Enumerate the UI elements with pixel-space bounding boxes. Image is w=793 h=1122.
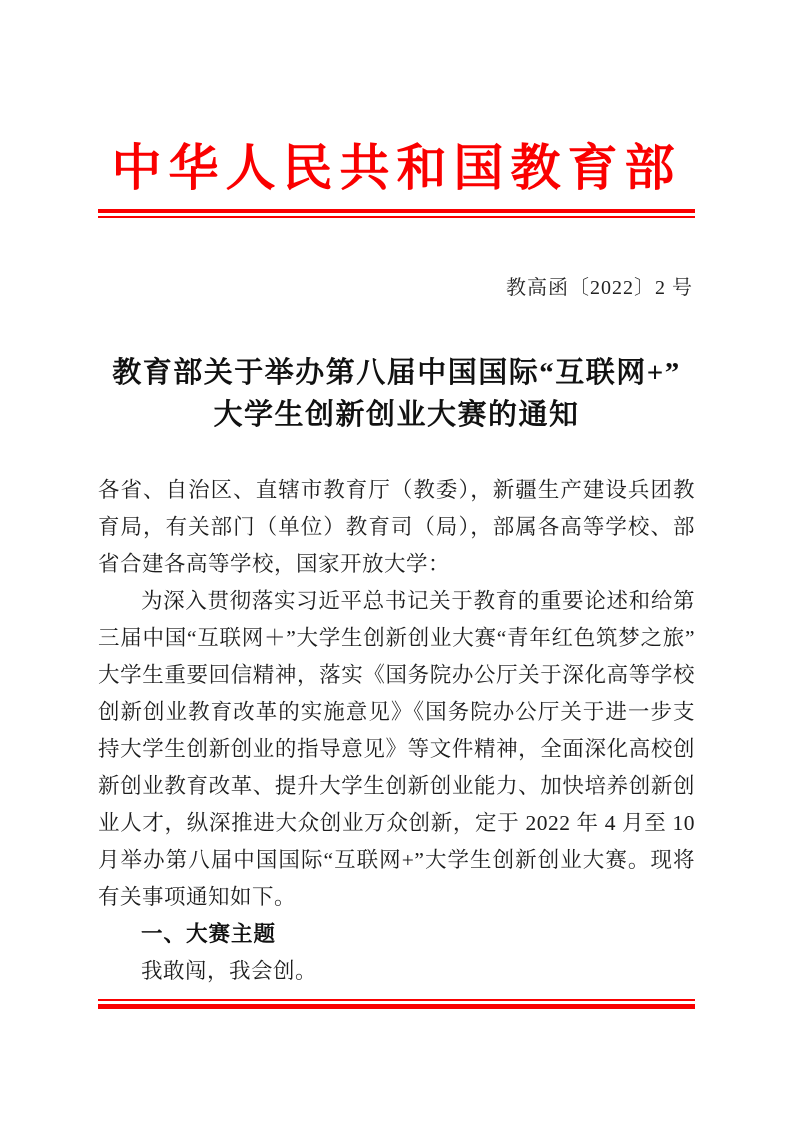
- red-rule-thin: [98, 999, 695, 1001]
- section-heading: 一、大赛主题: [141, 922, 277, 946]
- red-rule-thick: [98, 1004, 695, 1009]
- footer-separator-bottom: [98, 999, 695, 1009]
- red-rule-thin: [98, 216, 695, 218]
- letterhead-separator-top: [98, 209, 695, 218]
- ministry-letterhead: 中华人民共和国教育部: [111, 140, 682, 196]
- document-title-line1: 教育部关于举办第八届中国国际“互联网+”: [112, 357, 681, 389]
- addressee-paragraph: 各省、自治区、直辖市教育厅（教委），新疆生产建设兵团教育局，有关部门（单位）教育司（局），部属各高等学校、部省合建各高等学校，国家开放大学：: [98, 478, 695, 576]
- document-title-line2: 大学生创新创业大赛的通知: [213, 399, 580, 431]
- section-slogan: 我敢闯，我会创。: [141, 959, 318, 983]
- intro-paragraph: 为深入贯彻落实习近平总书记关于教育的重要论述和给第三届中国“互联网＋”大学生创新创业大赛“青年红色筑梦之旅”大学生重要回信精神，落实《国务院办公厅关于深化高等学校创新创业教育改革的实施意见》《国务院办公厅关于进一步支持大学生创新创业的指导意见》等文件精神，全面深化高校创新创业教育改革、提升大学生创新创业能力、加快培养创新创业人才，纵深推进大众创业万众创新，定于 2022 年 4 月至 10 月举办第八届中国国际“互联网+”大学生创新创业大赛。现将有关事项通知如下。: [98, 589, 695, 909]
- red-rule-thick: [98, 209, 695, 213]
- document-number: 教高函〔2022〕2 号: [506, 277, 693, 299]
- document-title: [0, 352, 793, 436]
- document-body: [98, 472, 695, 990]
